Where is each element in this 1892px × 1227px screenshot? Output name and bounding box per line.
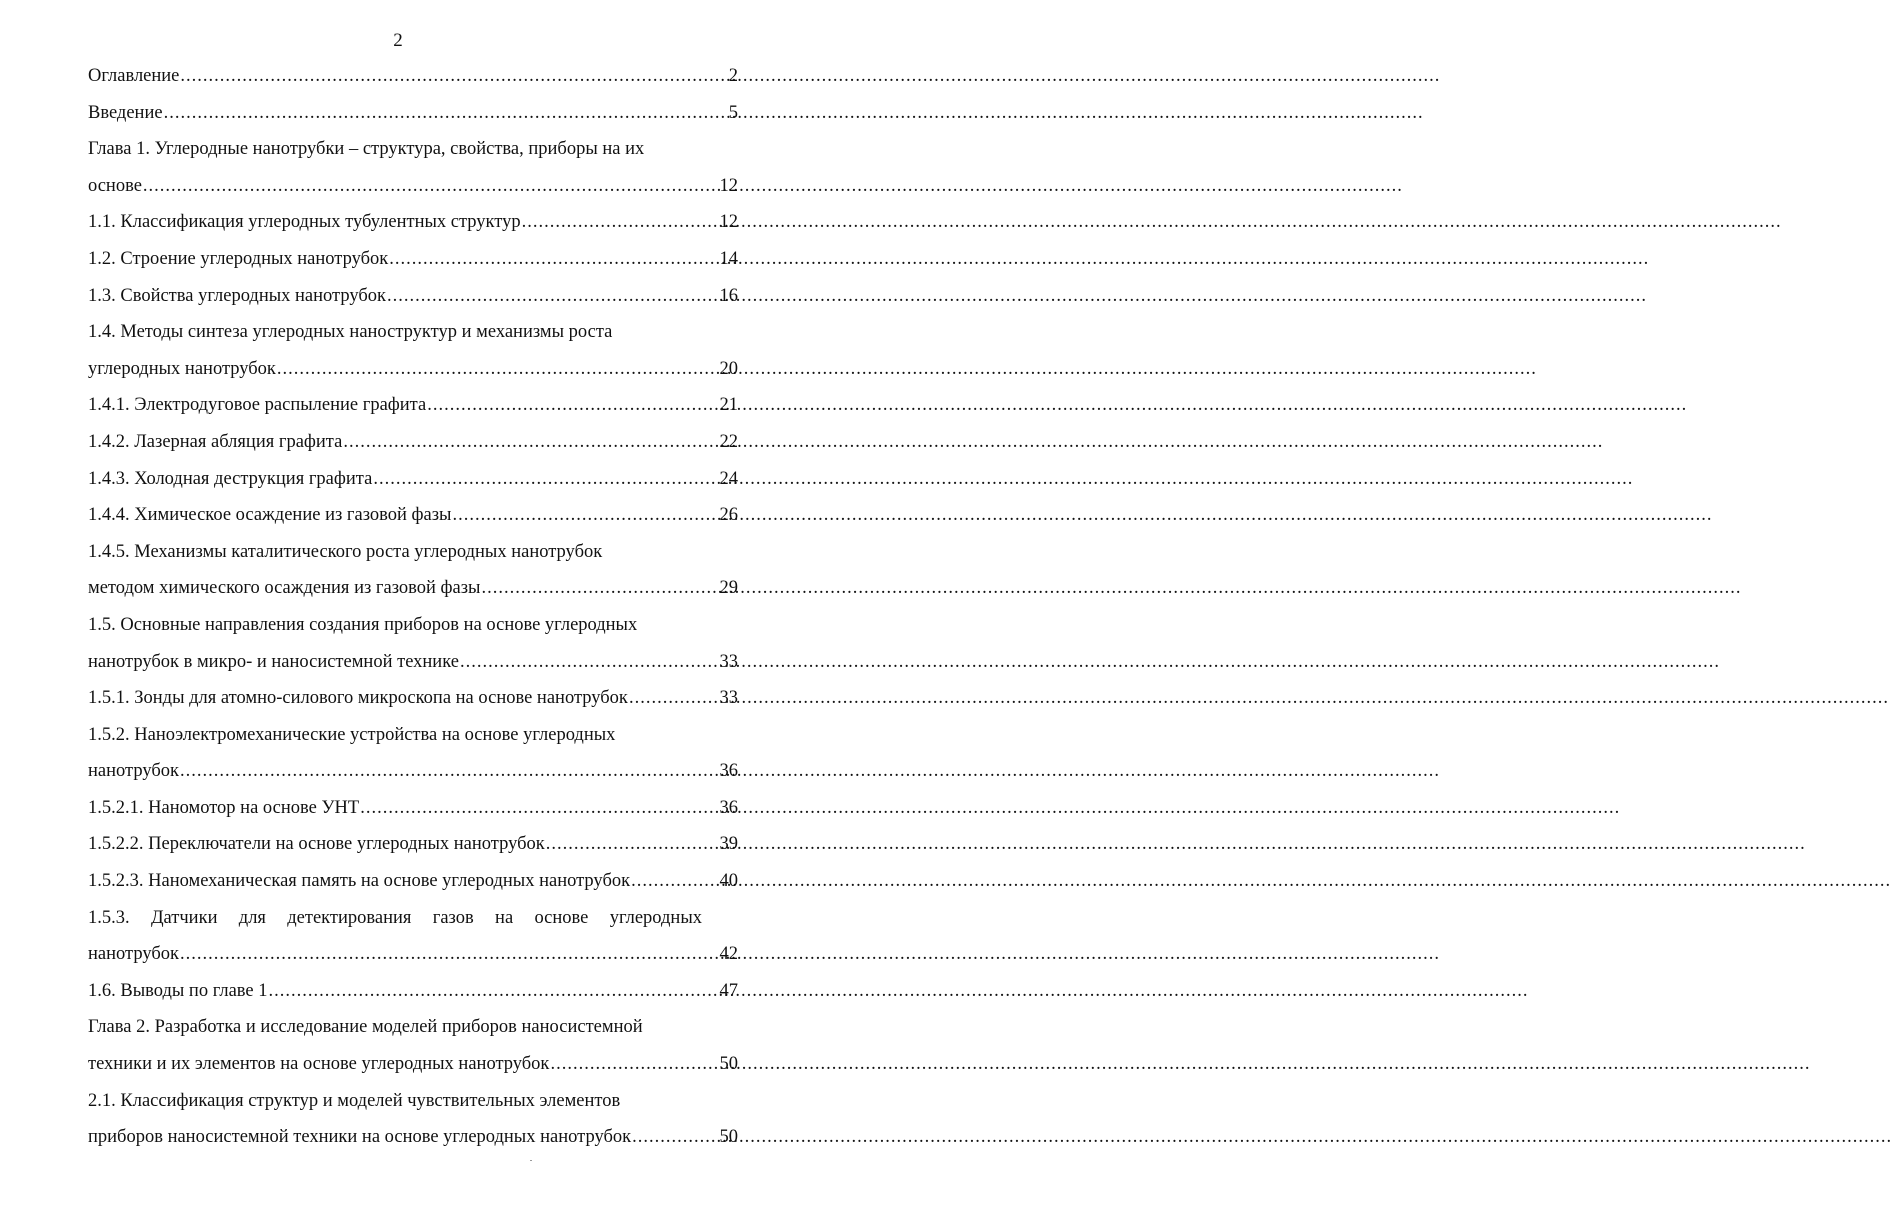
dot-leader: [163, 95, 702, 132]
toc-entry-title: 1.1. Классификация углеродных тубулентных структур: [88, 212, 521, 233]
toc-entry-page: 20: [719, 358, 738, 379]
toc-entry-1-4-4: [88, 497, 738, 534]
toc-entry-page: 21: [719, 395, 738, 416]
toc-entry-1-4-2: [88, 424, 738, 461]
toc-entry-page: 40: [719, 871, 738, 892]
toc-entry-chapter-1: [88, 168, 738, 205]
toc-entry-1-3: [88, 278, 738, 315]
toc-entry-title: 1.4.4. Химическое осаждение из газовой фазы: [88, 505, 452, 526]
toc-entry-title: нанотрубок в микро- и наносистемной технике: [88, 651, 459, 672]
toc-entry-title: Оглавление: [88, 66, 180, 86]
toc-entry-page: 24: [719, 468, 738, 489]
dot-leader: [268, 973, 702, 1010]
toc-entry-title: 1.5.2. Наноэлектромеханические устройства на основе углеродных: [88, 724, 616, 745]
toc-entry-page: 16: [719, 285, 738, 306]
toc-entry-page: 42: [719, 944, 738, 965]
toc-entry-page: 33: [719, 651, 738, 672]
toc-entry-chapter-2-line-1: [88, 1009, 738, 1046]
toc-entry-page: 5: [728, 102, 738, 123]
toc-entry-page: 47: [719, 980, 738, 1001]
toc-entry-page: 39: [719, 834, 738, 855]
scan-speck: [530, 1160, 532, 1161]
dot-leader: [372, 461, 702, 498]
toc-entry-title: 1.4. Методы синтеза углеродных наноструктур и механизмы роста: [88, 322, 613, 343]
toc-entry-chapter-2: [88, 1046, 738, 1083]
toc-entry-1-4-3: [88, 461, 738, 498]
toc-entry-page: 36: [719, 797, 738, 818]
toc-entry-title: углеродных нанотрубок: [88, 358, 276, 379]
toc-entry-1-5-3-line-1: [88, 900, 738, 937]
toc-entry-1-5-2-1: [88, 790, 738, 827]
toc-entry-title: 1.5.2.1. Наномотор на основе УНТ: [88, 797, 360, 818]
toc-entry-page: 50: [719, 1054, 738, 1075]
dot-leader: [628, 680, 702, 717]
toc-entry-1-5-3: [88, 936, 738, 973]
dot-leader: [276, 351, 702, 388]
toc-entry-2-1-line-1: [88, 1083, 738, 1120]
toc-entry-title: 1.4.3. Холодная деструкция графита: [88, 468, 373, 489]
toc-entry-1-5-1: [88, 680, 738, 717]
toc-entry-page: 22: [719, 431, 738, 452]
dot-leader: [426, 387, 702, 424]
toc-entry-1-1: [88, 204, 738, 241]
toc-entry-title: 1.5. Основные направления создания приборов на основе углеродных: [88, 614, 638, 635]
toc-entry-1-5-2-line-1: [88, 717, 738, 754]
toc-entry-title: 1.5.2.2. Переключатели на основе углеродных нанотрубок: [88, 834, 545, 855]
toc-entry-title: 1.2. Строение углеродных нанотрубок: [88, 248, 389, 269]
dot-leader: [630, 863, 702, 900]
toc-entry-title: 1.4.2. Лазерная абляция графита: [88, 431, 343, 452]
dot-leader: [388, 241, 702, 278]
dot-leader: [521, 204, 702, 241]
dot-leader: [545, 826, 702, 863]
toc-entry-title: Введение: [88, 102, 163, 123]
toc-entry-title: 1.4.1. Электродуговое распыление графита: [88, 395, 427, 416]
dot-leader: [359, 790, 702, 827]
toc-entry-title: техники и их элементов на основе углеродных нанотрубок: [88, 1054, 550, 1075]
toc-entry-title: методом химического осаждения из газовой фазы: [88, 578, 481, 599]
toc-entry-chapter-1-line-1: [88, 131, 738, 168]
dot-leader: [179, 753, 702, 790]
toc-entry-introduction: [88, 95, 738, 132]
toc-entry-page: 14: [719, 248, 738, 269]
toc-entry-1-5-line-1: [88, 607, 738, 644]
toc-entry-title: Глава 1. Углеродные нанотрубки – структура, свойства, приборы на их: [88, 139, 645, 160]
toc-entry-1-4-1: [88, 387, 738, 424]
toc-entry-1-6: [88, 973, 738, 1010]
toc-entry-title: основе: [88, 175, 142, 196]
toc-entry-title: Глава 2. Разработка и исследование моделей приборов наносистемной: [88, 1017, 643, 1038]
toc-entry-page: 50: [719, 1127, 738, 1148]
table-of-contents: [88, 58, 738, 1156]
dot-leader: [142, 168, 702, 205]
toc-entry-title: 1.3. Свойства углеродных нанотрубок: [88, 285, 387, 306]
toc-entry-title: 1.6. Выводы по главе 1: [88, 980, 268, 1001]
dot-leader: [179, 58, 702, 95]
toc-entry-1-5-2-3: [88, 863, 738, 900]
dot-leader: [480, 570, 702, 607]
toc-entry-title: 1.5.3. Датчики для детектирования газов на основе углеродных: [88, 907, 702, 928]
toc-entry-1-4-5-line-1: [88, 534, 738, 571]
dot-leader: [459, 644, 702, 681]
toc-entry-1-4: [88, 351, 738, 388]
dot-leader: [451, 497, 702, 534]
toc-entry-title: 1.4.5. Механизмы каталитического роста углеродных нанотрубок: [88, 541, 603, 562]
toc-entry-page: 29: [719, 578, 738, 599]
toc-entry-title: нанотрубок: [88, 944, 179, 965]
page-number: 2: [393, 30, 403, 51]
toc-entry-title: нанотрубок: [88, 761, 179, 782]
toc-entry-title: 2.1. Классификация структур и моделей чувствительных элементов: [88, 1090, 621, 1111]
toc-entry-1-5-2-2: [88, 826, 738, 863]
toc-entry-1-5: [88, 644, 738, 681]
toc-entry-page: 2: [728, 66, 738, 86]
dot-leader: [549, 1046, 702, 1083]
dot-leader: [342, 424, 702, 461]
toc-entry-page: 33: [719, 688, 738, 709]
toc-entry-1-2: [88, 241, 738, 278]
dot-leader: [631, 1119, 702, 1156]
toc-entry-page: 12: [719, 175, 738, 196]
toc-entry-title: приборов наносистемной техники на основе углеродных нанотрубок: [88, 1127, 632, 1148]
toc-entry-title: 1.5.2.3. Наномеханическая память на основе углеродных нанотрубок: [88, 871, 631, 892]
toc-entry-title: 1.5.1. Зонды для атомно-силового микроскопа на основе нанотрубок: [88, 688, 628, 709]
dot-leader: [386, 278, 702, 315]
toc-entry-2-1: [88, 1119, 738, 1156]
toc-entry-1-4-5: [88, 570, 738, 607]
toc-entry-contents: [88, 58, 738, 95]
toc-entry-page: 26: [719, 505, 738, 526]
toc-entry-page: 36: [719, 761, 738, 782]
toc-entry-1-4-line-1: [88, 314, 738, 351]
dot-leader: [179, 936, 702, 973]
toc-entry-1-5-2: [88, 753, 738, 790]
toc-entry-page: 12: [719, 212, 738, 233]
